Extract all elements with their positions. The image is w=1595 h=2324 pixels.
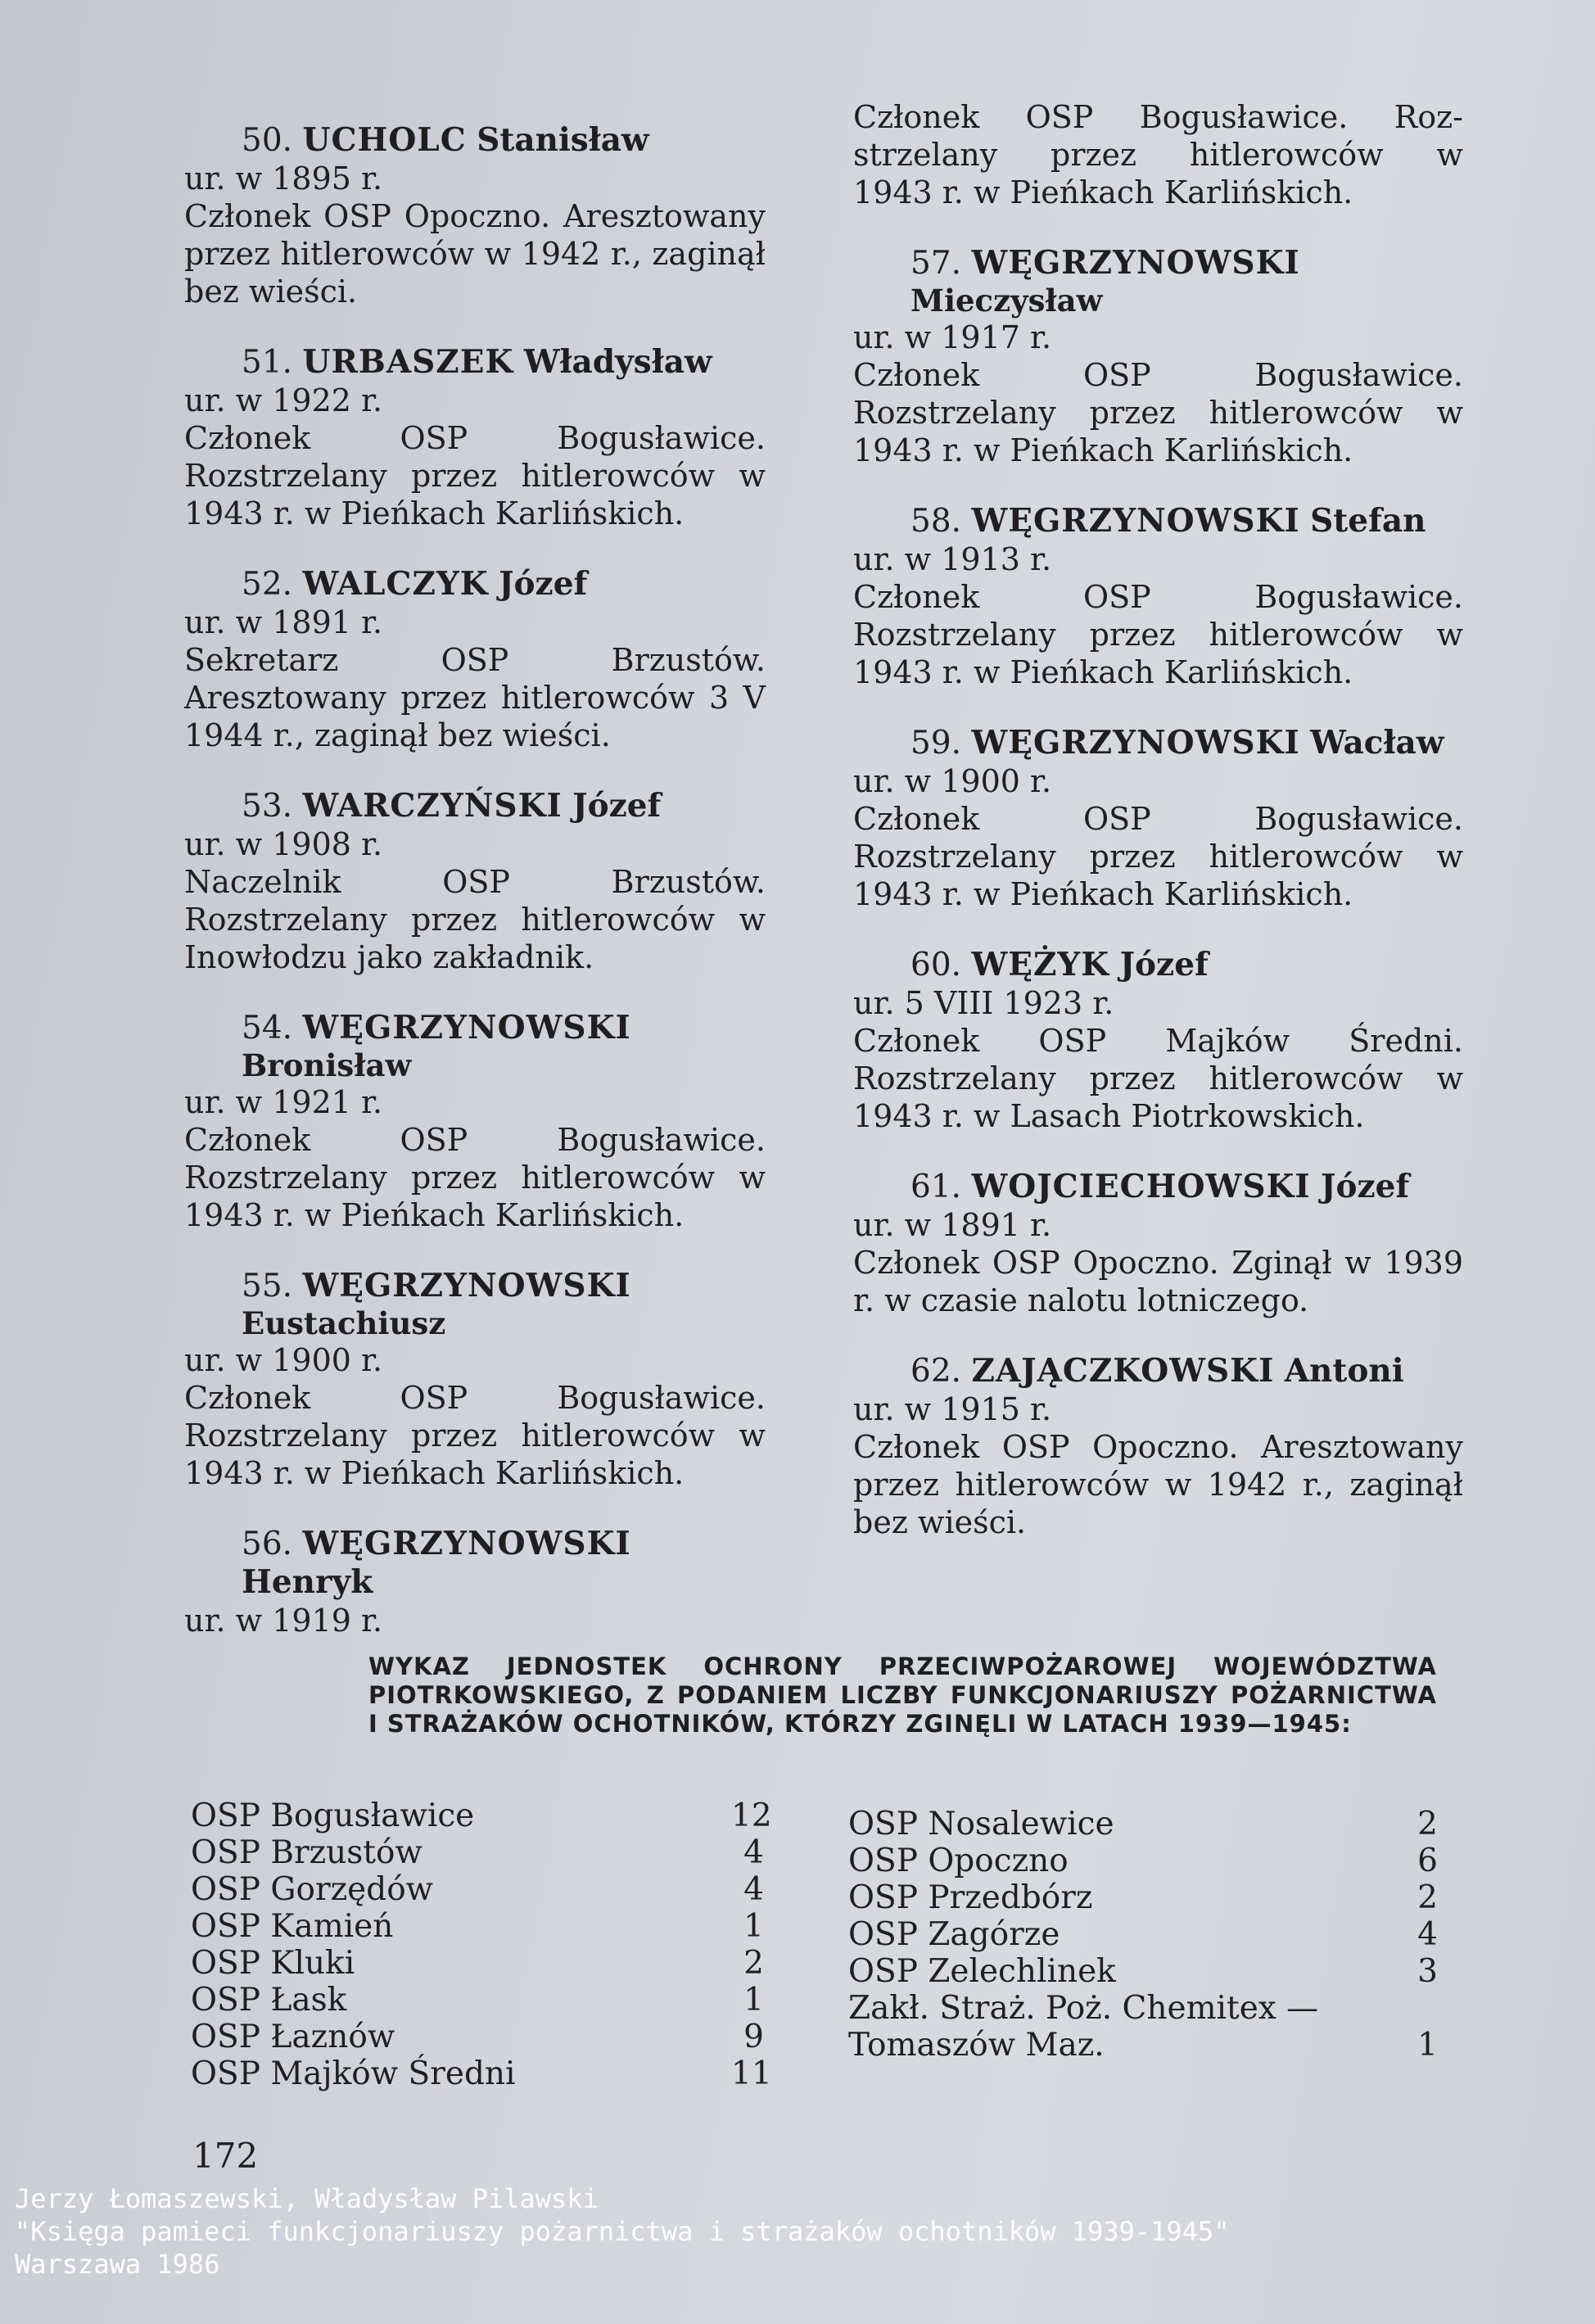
entry-number: 61. <box>910 1169 962 1205</box>
list-item <box>848 1953 1438 1990</box>
entry-text: Członek OSP Opoczno. Aresztowany przez hitlerowców w 1942 r., zaginął bez wieści. <box>853 1429 1463 1540</box>
entry-surname: WĘGRZYNOWSKI <box>971 724 1300 762</box>
entry-56 <box>184 1525 766 1639</box>
entry-given-name: Józef <box>1321 1168 1410 1205</box>
entry-heading <box>184 1267 766 1305</box>
entry-text: Członek OSP Bogusławice. Rozstrzelany przez hitlerowców w 1943 r. w Pieńkach Karlińskich. <box>184 1122 766 1233</box>
unit-name: OSP Bogusławice <box>191 1797 475 1834</box>
unit-name: OSP Majków Średni <box>191 2055 516 2092</box>
entry-number: 56. <box>242 1526 293 1562</box>
entry-58 <box>853 502 1463 691</box>
credit-place-year: Warszawa 1986 <box>15 2249 220 2280</box>
entry-51 <box>184 343 766 532</box>
unit-name: OSP Kamień <box>191 1908 394 1945</box>
entry-heading <box>184 1525 766 1602</box>
entry-number: 51. <box>242 344 293 381</box>
entry-number: 62. <box>910 1353 962 1390</box>
unit-name: OSP Zelechlinek <box>848 1953 1116 1990</box>
entry-57 <box>853 244 1463 469</box>
unit-count: 11 <box>731 2055 772 2092</box>
entry-56-continuation <box>853 98 1463 211</box>
entry-given-name: Józef <box>1119 946 1209 983</box>
entry-born: ur. w 1908 r. <box>184 826 383 862</box>
entry-text: Naczelnik OSP Brzustów. Rozstrzelany przez hitlerowców w Inowłodzu jako zakładnik. <box>184 864 766 975</box>
continuation-line: Członek OSP Bogusławice. Roz- <box>853 99 1463 135</box>
entry-number: 60. <box>910 947 962 983</box>
entry-given-name: Wacław <box>1310 724 1444 762</box>
unit-name: OSP Łask <box>191 1982 347 2019</box>
entry-text: Członek OSP Bogusławice. Rozstrzelany przez hitlerowców w 1943 r. w Pieńkach Karlińskich. <box>184 420 766 531</box>
list-item <box>848 1806 1438 1842</box>
units-list-right <box>848 1806 1438 2064</box>
list-item <box>191 1982 764 2019</box>
entry-text: Członek OSP Opoczno. Aresztowany przez hitlerowców w 1942 r., zaginął bez wieści. <box>184 198 766 310</box>
entry-text: Członek OSP Bogusławice. Rozstrzelany przez hitlerowców w 1943 r. w Pieńkach Karlińskich. <box>853 579 1463 690</box>
entry-given-name: Władysław <box>523 343 712 381</box>
unit-name: OSP Kluki <box>191 1945 355 1982</box>
entry-text: Członek OSP Bogusławice. Rozstrzelany przez hitlerowców w 1943 r. w Pieńkach Karlińskich. <box>853 801 1463 912</box>
entry-born: ur. w 1891 r. <box>184 604 383 640</box>
entry-surname: WOJCIECHOWSKI <box>971 1168 1311 1205</box>
entry-heading <box>853 946 1463 984</box>
entry-heading <box>184 565 766 604</box>
entry-heading <box>853 502 1463 540</box>
entry-59 <box>853 724 1463 913</box>
unit-count: 1 <box>743 1982 764 2019</box>
entry-number: 50. <box>242 122 293 159</box>
unit-count: 4 <box>1417 1916 1438 1953</box>
entry-surname: WĘGRZYNOWSKI <box>302 1009 631 1047</box>
entry-born: ur. w 1913 r. <box>853 541 1052 577</box>
unit-name: OSP Gorzędów <box>191 1871 434 1908</box>
entry-surname: ZAJĄCZKOWSKI <box>971 1352 1275 1390</box>
entry-given-name: Antoni <box>1284 1352 1404 1390</box>
entry-number: 53. <box>242 788 293 825</box>
unit-name: OSP Łaznów <box>191 2019 395 2055</box>
entry-text: Członek OSP Opoczno. Zginął w 1939 r. w czasie nalotu lotniczego. <box>853 1245 1463 1318</box>
entry-61 <box>853 1168 1463 1319</box>
continuation-line: strzelany przez hitlerowców w <box>853 137 1463 173</box>
entry-surname: WĘGRZYNOWSKI <box>302 1267 631 1304</box>
entry-54 <box>184 1009 766 1234</box>
entry-born: ur. w 1921 r. <box>184 1084 383 1120</box>
entry-surname: URBASZEK <box>302 343 514 381</box>
entry-number: 54. <box>242 1010 293 1047</box>
right-column <box>853 98 1463 1574</box>
list-item <box>191 1908 764 1945</box>
unit-count: 2 <box>743 1945 764 1982</box>
entry-number: 58. <box>910 503 962 540</box>
entry-surname: WĘŻYK <box>971 946 1110 983</box>
entry-surname: WĘGRZYNOWSKI <box>302 1525 631 1562</box>
entry-heading <box>853 1168 1463 1206</box>
entry-surname: WĘGRZYNOWSKI <box>971 502 1300 540</box>
list-item <box>848 1879 1438 1916</box>
entry-50 <box>184 121 766 310</box>
entry-text: Członek OSP Majków Średni. Rozstrzelany przez hitlerowców w 1943 r. w Lasach Piotrkowskich. <box>853 1023 1463 1134</box>
entry-given-name: Józef <box>572 787 662 825</box>
unit-count <box>1405 1990 1438 2027</box>
entry-given-name: Eustachiusz <box>242 1305 446 1341</box>
list-item <box>191 1834 764 1871</box>
unit-count: 6 <box>1417 1842 1438 1879</box>
unit-name: OSP Przedbórz <box>848 1879 1093 1916</box>
entry-surname: WĘGRZYNOWSKI <box>971 244 1300 282</box>
unit-count: 2 <box>1417 1879 1438 1916</box>
entry-heading <box>184 1009 766 1047</box>
list-item <box>191 1945 764 1982</box>
unit-name: OSP Brzustów <box>191 1834 422 1871</box>
entry-born: ur. w 1891 r. <box>853 1207 1052 1243</box>
entry-given-name: Mieczysław <box>910 283 1103 319</box>
entry-born: ur. w 1919 r. <box>184 1603 383 1639</box>
credit-title: "Księga pamieci funkcjonariuszy pożarnictwa i strażaków ochotników 1939-1945" <box>15 2216 1230 2247</box>
entry-heading <box>184 787 766 825</box>
unit-name: OSP Nosalewice <box>848 1806 1114 1842</box>
list-item <box>848 1990 1438 2027</box>
entry-surname: WARCZYŃSKI <box>302 787 563 825</box>
units-list-left <box>191 1797 772 2092</box>
units-list-heading: WYKAZ JEDNOSTEK OCHRONY PRZECIWPOŻAROWEJ WOJEWÓDZTWA PIOTRKOWSKIEGO, Z PODANIEM LICZBY FUNKCJONARIUSZY POŻARNICTWA I STRAŻAKÓW OCHOTNIKÓW, KTÓRZY ZGINĘLI W LATACH 1939—1945: <box>368 1653 1437 1738</box>
entry-number: 52. <box>242 566 293 603</box>
entry-text: Sekretarz OSP Brzustów. Aresztowany przez hitlerowców 3 V 1944 r., zaginął bez wieści. <box>184 642 766 753</box>
unit-count: 2 <box>1417 1806 1438 1842</box>
entry-given-name: Stefan <box>1310 502 1426 540</box>
entry-surname: UCHOLC <box>302 121 467 159</box>
entry-born: ur. 5 VIII 1923 r. <box>853 985 1114 1021</box>
entry-given-name: Józef <box>499 565 588 603</box>
entry-heading <box>853 1352 1463 1390</box>
list-item <box>191 2055 772 2092</box>
entry-number: 55. <box>242 1268 293 1304</box>
unit-count: 4 <box>743 1834 764 1871</box>
entry-born: ur. w 1900 r. <box>184 1342 383 1378</box>
entry-52 <box>184 565 766 754</box>
entry-53 <box>184 787 766 976</box>
entry-heading <box>853 244 1463 283</box>
unit-name: OSP Zagórze <box>848 1916 1060 1953</box>
entry-number: 59. <box>910 725 962 762</box>
list-item <box>848 1916 1438 1953</box>
page-number: 172 <box>192 2136 259 2176</box>
entry-text: Członek OSP Bogusławice. Rozstrzelany przez hitlerowców w 1943 r. w Pieńkach Karlińskich. <box>184 1380 766 1491</box>
list-item <box>191 1871 764 1908</box>
entry-born: ur. w 1915 r. <box>853 1391 1052 1427</box>
list-item <box>191 1797 772 1834</box>
unit-count: 4 <box>743 1871 764 1908</box>
continuation-line: 1943 r. w Pieńkach Karlińskich. <box>853 174 1353 210</box>
list-item <box>191 2019 764 2055</box>
entry-born: ur. w 1917 r. <box>853 319 1052 355</box>
entry-given-name: Henryk <box>242 1563 373 1601</box>
entry-heading <box>853 724 1463 762</box>
entry-given-name: Stanisław <box>477 121 649 159</box>
unit-count: 9 <box>743 2019 764 2055</box>
unit-count: 12 <box>731 1797 772 1834</box>
entry-heading <box>184 343 766 382</box>
entry-born: ur. w 1922 r. <box>184 382 383 418</box>
entry-born: ur. w 1900 r. <box>853 763 1052 799</box>
entry-55 <box>184 1267 766 1492</box>
entry-60 <box>853 946 1463 1135</box>
unit-count: 3 <box>1417 1953 1438 1990</box>
entry-born: ur. w 1895 r. <box>184 161 383 197</box>
list-item <box>848 2027 1438 2064</box>
entry-heading <box>184 121 766 160</box>
entry-62 <box>853 1352 1463 1541</box>
unit-count: 1 <box>1417 2027 1438 2064</box>
source-credit <box>15 2182 1229 2281</box>
entry-number: 57. <box>910 245 962 282</box>
list-item <box>848 1842 1438 1879</box>
unit-name: Zakł. Straż. Poż. Chemitex — <box>848 1990 1319 2027</box>
left-column <box>184 121 766 1672</box>
entry-surname: WALCZYK <box>302 565 489 603</box>
unit-count: 1 <box>743 1908 764 1945</box>
entry-text: Członek OSP Bogusławice. Rozstrzelany przez hitlerowców w 1943 r. w Pieńkach Karlińskich. <box>853 357 1463 468</box>
entry-given-name: Bronisław <box>242 1047 412 1083</box>
unit-name: Tomaszów Maz. <box>848 2027 1105 2064</box>
unit-name: OSP Opoczno <box>848 1842 1069 1879</box>
credit-authors: Jerzy Łomaszewski, Władysław Pilawski <box>15 2183 599 2214</box>
